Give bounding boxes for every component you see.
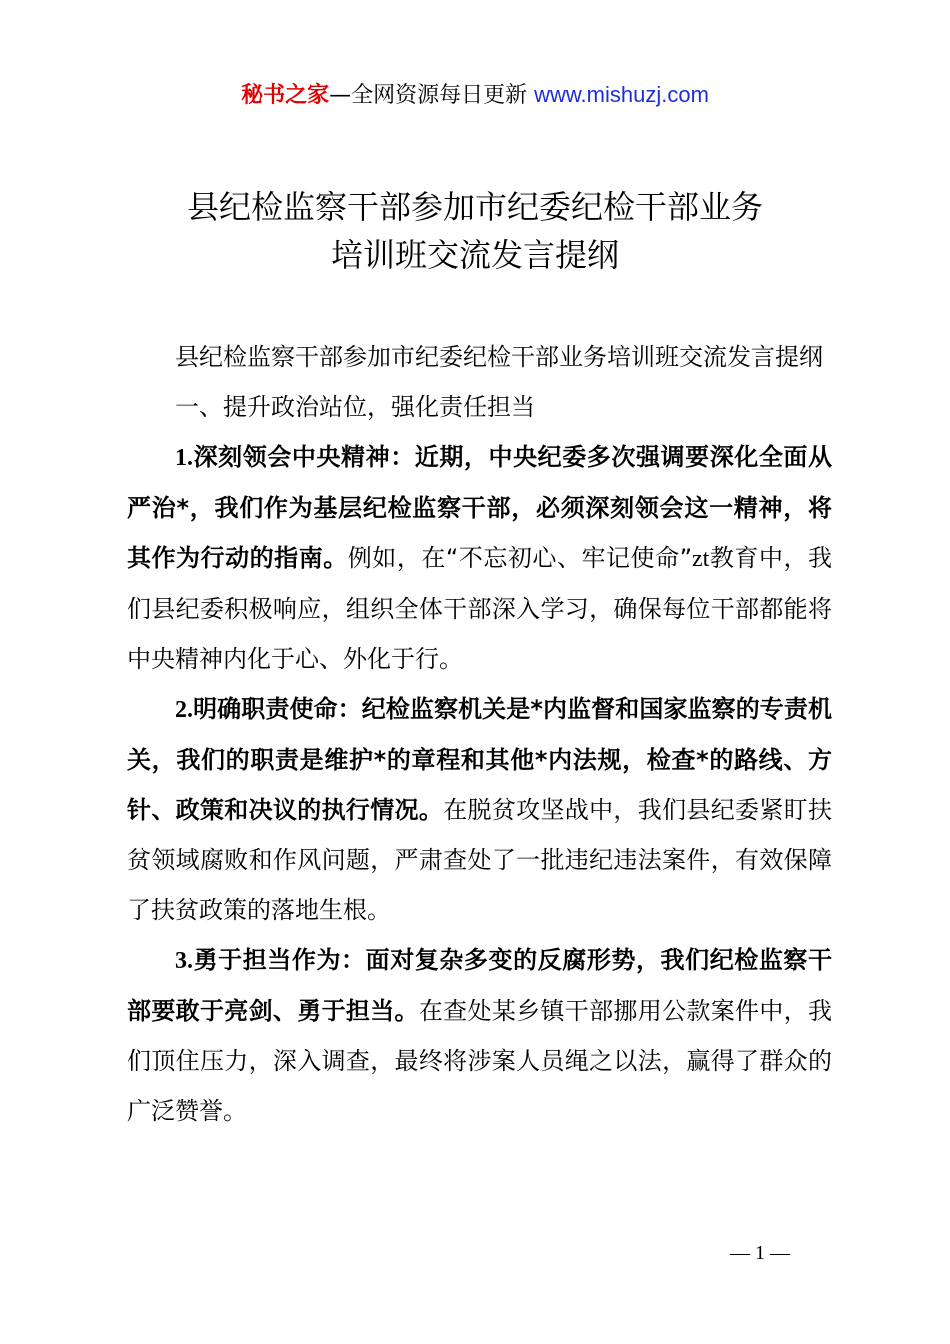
list-item-1 xyxy=(127,432,832,684)
site-header xyxy=(0,80,950,111)
section-heading: 一、提升政治站位，强化责任担当 xyxy=(175,393,535,421)
item-number: 3. xyxy=(175,948,193,974)
document-title xyxy=(100,183,850,279)
item-text: 在查处某乡镇干部挪用公款案件中，我们顶住压力，深入调查，最终将涉案人员绳之以法，赢得了群众的广泛赞誉。 xyxy=(127,997,833,1125)
item-bold-lead: 深刻领会中央精神：近期，中央纪委多次强调要深化全面从严治*，我们作为基层纪检监察干部，必须深刻领会这一精神，将其作为行动的指南。 xyxy=(127,443,832,572)
item-text: 在脱贫攻坚战中，我们县纪委紧盯扶贫领域腐败和作风问题，严肃查处了一批违纪违法案件，有效保障了扶贫政策的落地生根。 xyxy=(127,796,833,924)
item-bold-lead: 勇于担当作为：面对复杂多变的反腐形势，我们纪检监察干部要敢于亮剑、勇于担当。 xyxy=(127,946,832,1025)
site-url: www.mishuzj.com xyxy=(534,82,709,107)
list-item-2 xyxy=(127,684,832,935)
page-number: — 1 — xyxy=(730,1242,790,1264)
item-number: 2. xyxy=(175,697,193,723)
brand-slogan: —全网资源每日更新 xyxy=(329,83,535,108)
item-bold-lead: 明确职责使命：纪检监察机关是*内监督和国家监察的专责机关，我们的职责是维护*的章程和其他*内法规，检查*的路线、方针、政策和决议的执行情况。 xyxy=(127,695,832,824)
item-text: 例如，在“不忘初心、牢记使命” xyxy=(347,544,693,572)
title-line-1: 县纪检监察干部参加市纪委纪检干部业务 xyxy=(186,188,763,226)
brand-name: 秘书之家 xyxy=(241,83,330,108)
intro-paragraph: 县纪检监察干部参加市纪委纪检干部业务培训班交流发言提纲 xyxy=(175,343,823,371)
item-text-continued: 教育中，我们县纪委积极响应，组织全体干部深入学习，确保每位干部都能将中央精神内化于心、外化于行。 xyxy=(127,544,833,673)
item-text-latin: zt xyxy=(692,546,710,572)
list-item-3 xyxy=(127,935,832,1136)
item-number: 1. xyxy=(175,445,193,471)
document-body xyxy=(127,332,832,1136)
title-line-2: 培训班交流发言提纲 xyxy=(330,236,619,274)
